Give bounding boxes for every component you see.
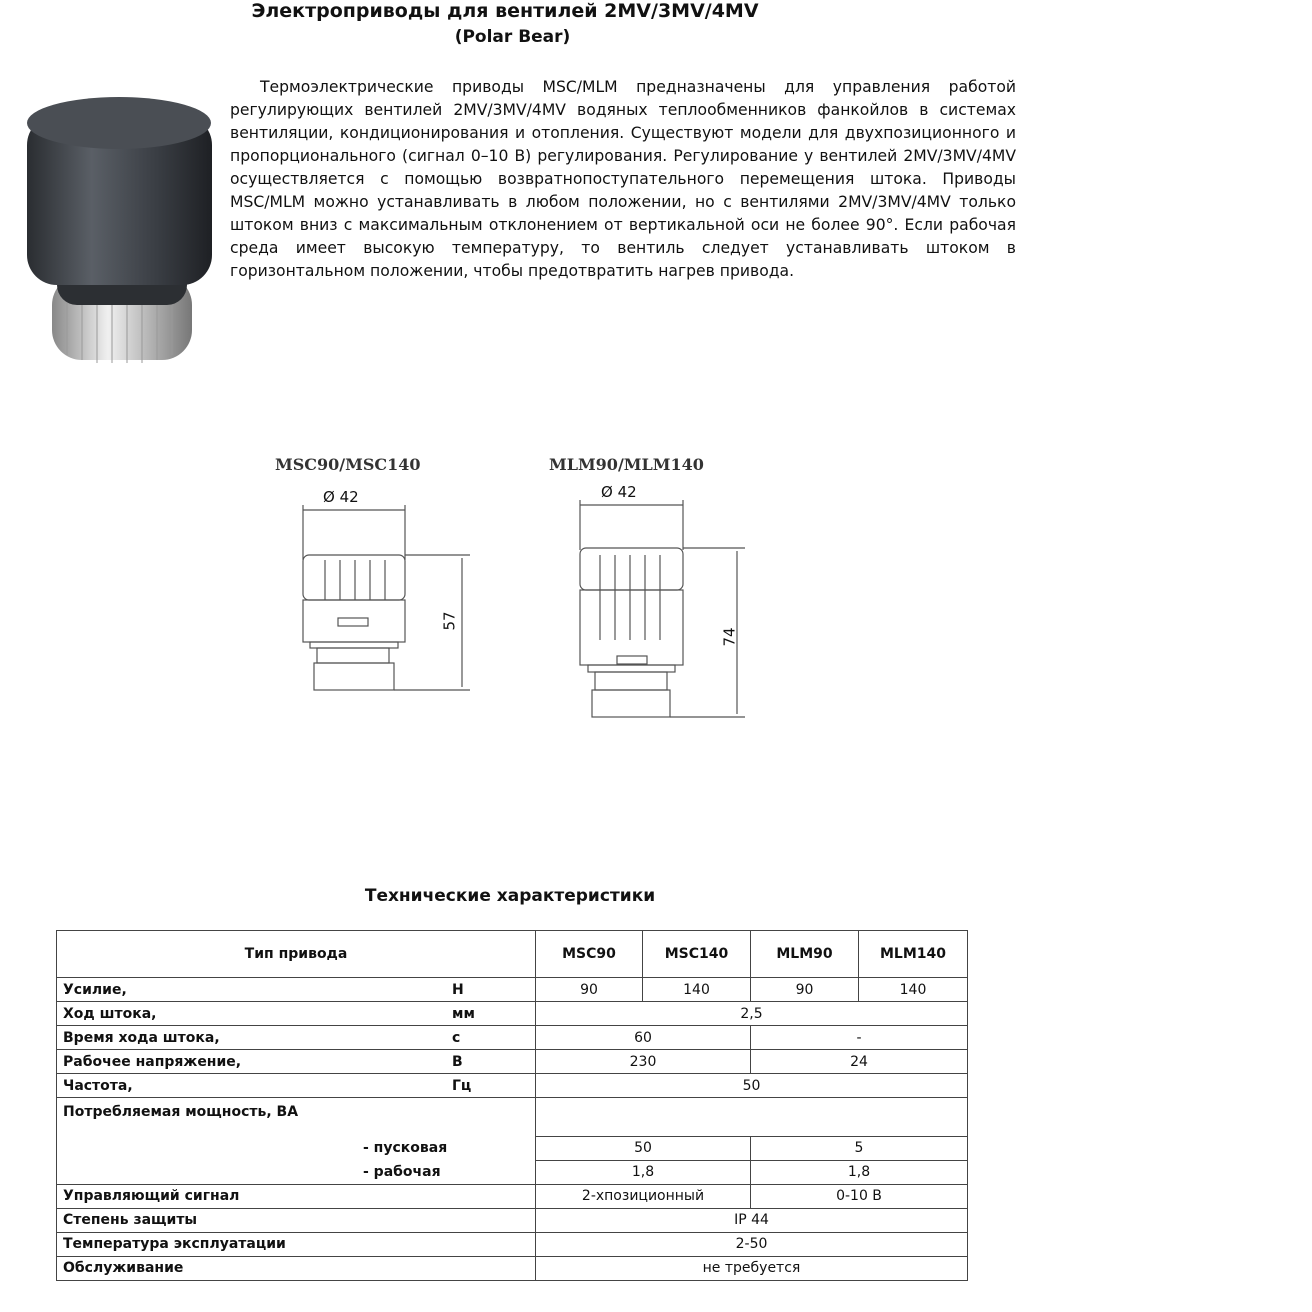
mlm-height-label: 74 <box>720 627 739 647</box>
description-text: Термоэлектрические приводы MSC/MLM предназначены для управления работой регулирующих вентилей 2MV/3MV/4MV водяных теплообменников фанкойлов в системах вентиляции, кондиционирования и отопления. Существуют модели для двухпозиционного и пропорционального (сигнал 0–10 В) регулирования. Регулирование у вентилей 2MV/3MV/4MV осуществляется с помощью возвратнопоступательного перемещения штока. Приводы MSC/MLM можно устанавливать в любом положении, но с вентилями 2MV/3MV/4MV только штоком вниз с максимальным отклонением от вертикальной оси не более 90°. Если рабочая среда имеет высокую температуру, то вентиль следует устанавливать штоком в горизонтальном положении, чтобы предотвратить нагрев привода. <box>230 78 1016 280</box>
cell: 1,8 <box>751 1160 968 1184</box>
row-label: Частота, Гц <box>57 1074 536 1098</box>
page-title: Электроприводы для вентилей 2MV/3MV/4MV <box>251 0 759 22</box>
cell: 60 <box>536 1026 751 1050</box>
cell: 2-хпозиционный <box>536 1184 751 1208</box>
header-label: Тип привода <box>57 931 536 978</box>
cell: 2-50 <box>536 1232 968 1256</box>
cell: - <box>751 1026 968 1050</box>
header-model: MLM90 <box>751 931 859 978</box>
actuator-photo <box>22 95 217 375</box>
row-label: Ход штока, мм <box>57 1002 536 1026</box>
header-model: MLM140 <box>859 931 968 978</box>
cell: 5 <box>751 1136 968 1160</box>
row-label: - пусковая <box>57 1136 536 1160</box>
drawing-title-msc: MSC90/MSC140 <box>275 455 421 474</box>
row-label: Потребляемая мощность, ВА <box>57 1098 536 1137</box>
cell: 2,5 <box>536 1002 968 1026</box>
table-row <box>57 1098 968 1137</box>
page-subtitle: (Polar Bear) <box>454 27 571 47</box>
table-row <box>57 1184 968 1208</box>
mlm-diameter-label: Ø 42 <box>601 483 637 501</box>
table-row <box>57 1256 968 1280</box>
table-row <box>57 1208 968 1232</box>
table-row <box>57 1002 968 1026</box>
header-model: MSC140 <box>643 931 751 978</box>
row-label: - рабочая <box>57 1160 536 1184</box>
cell <box>536 1098 968 1137</box>
cell: 90 <box>536 978 643 1002</box>
cell: 50 <box>536 1136 751 1160</box>
cell: 140 <box>859 978 968 1002</box>
mlm-dimension-drawing <box>570 480 770 740</box>
specs-table <box>56 930 968 1281</box>
row-label: Степень защиты <box>57 1208 536 1232</box>
header-model: MSC90 <box>536 931 643 978</box>
table-header-row <box>57 931 968 978</box>
row-label: Управляющий сигнал <box>57 1184 536 1208</box>
table-row <box>57 1136 968 1160</box>
cell: 50 <box>536 1074 968 1098</box>
msc-dimension-drawing <box>290 480 490 700</box>
cell: 140 <box>643 978 751 1002</box>
cell: не требуется <box>536 1256 968 1280</box>
cell: 1,8 <box>536 1160 751 1184</box>
table-row <box>57 978 968 1002</box>
cell: 24 <box>751 1050 968 1074</box>
table-row <box>57 1074 968 1098</box>
row-label: Рабочее напряжение, В <box>57 1050 536 1074</box>
table-row <box>57 1160 968 1184</box>
row-label: Температура эксплуатации <box>57 1232 536 1256</box>
cell: 0-10 В <box>751 1184 968 1208</box>
cell: 90 <box>751 978 859 1002</box>
table-row <box>57 1050 968 1074</box>
msc-height-label: 57 <box>440 611 459 631</box>
specs-title: Технические характеристики <box>364 886 656 906</box>
msc-diameter-label: Ø 42 <box>323 488 359 506</box>
cell: IP 44 <box>536 1208 968 1232</box>
drawing-title-mlm: MLM90/MLM140 <box>549 455 704 474</box>
table-row <box>57 1232 968 1256</box>
row-label: Усилие, Н <box>57 978 536 1002</box>
row-label: Время хода штока, с <box>57 1026 536 1050</box>
table-row <box>57 1026 968 1050</box>
cell: 230 <box>536 1050 751 1074</box>
row-label: Обслуживание <box>57 1256 536 1280</box>
